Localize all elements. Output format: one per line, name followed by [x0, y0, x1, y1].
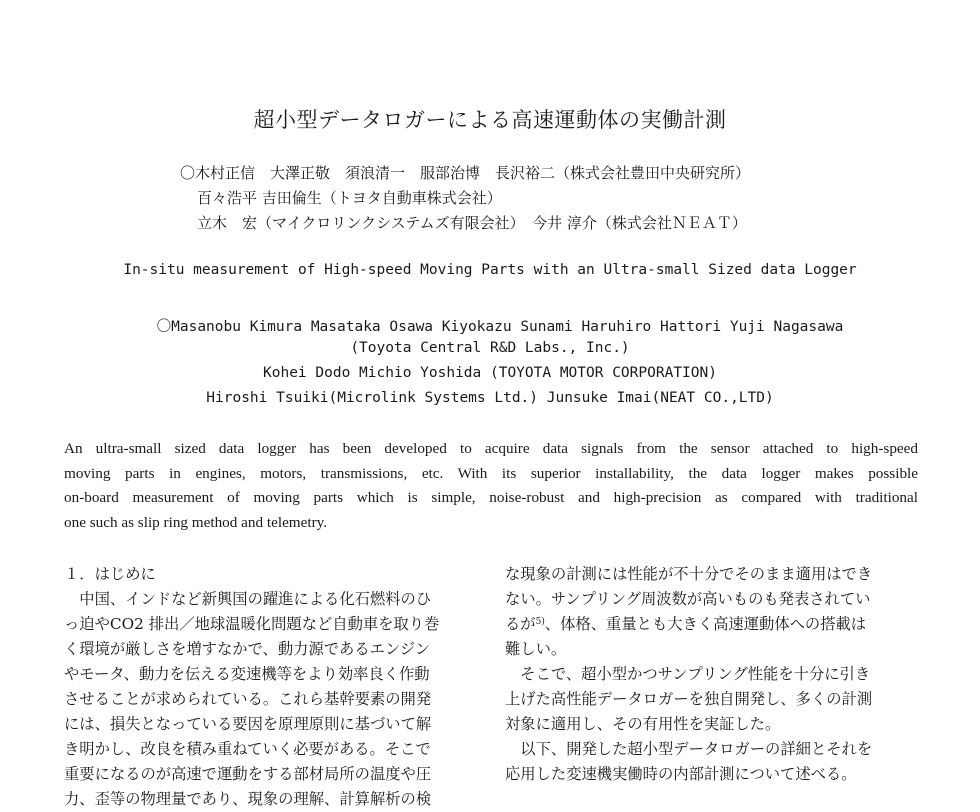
author-line-en-2: (Toyota Central R&D Labs., Inc.) [350, 340, 630, 356]
body-line: させることが求められている。これら基幹要素の開発 [64, 690, 432, 708]
body-line: 対象に適用し、その有用性を実証した。 [505, 715, 781, 733]
body-line: 応用した変速機実働時の内部計測について述べる。 [505, 765, 857, 783]
abstract-line: one such as slip ring method and telemetry. [64, 513, 328, 531]
body-line: には、損失となっている要因を原理原則に基づいて解 [64, 715, 432, 733]
body-line: き明かし、改良を積み重ねていく必要がある。そこで [64, 740, 431, 758]
author-line-en-3: Kohei Dodo Michio Yoshida (TOYOTA MOTOR CORPORATION) [263, 365, 717, 381]
body-column-left [64, 562, 468, 812]
paper-title-en: In-situ measurement of High-speed Moving Parts with an Ultra-small Sized data Logger [123, 262, 857, 278]
body-line: 中国、インドなど新興国の躍進による化石燃料のひ [64, 590, 432, 608]
abstract-line: An ultra-small sized data logger has been developed to acquire data signals from the sensor attached to high-speed [64, 440, 918, 457]
body-line: な現象の計測には性能が不十分でそのまま適用はでき [505, 565, 873, 583]
body-line: 力、歪等の物理量であり、現象の理解、計算解析の検 [64, 790, 432, 808]
body-line: 重要になるのが高速で運動をする部材局所の温度や圧 [64, 765, 432, 783]
body-text: 、体格、重量とも大きく高速運動体への搭載は [544, 615, 867, 633]
body-line: 以下、開発した超小型データロガーの詳細とそれを [505, 740, 873, 758]
author-line-en-4: Hiroshi Tsuiki(Microlink Systems Ltd.) Junsuke Imai(NEAT CO.,LTD) [206, 390, 774, 406]
body-text: るが [505, 615, 536, 633]
section-heading: １．はじめに [64, 565, 156, 583]
author-line-jp-3: 立木 宏（マイクロリンクシステムズ有限会社） 今井 淳介（株式会社ＮＥＡＴ） [197, 214, 747, 232]
abstract-line: moving parts in engines, motors, transmissions, etc. With its superior installability, the data logger makes possible [64, 464, 918, 482]
body-line [505, 612, 909, 637]
body-line: く環境が厳しさを増すなかで、動力源であるエンジン [64, 640, 431, 658]
body-line: 難しい。 [505, 640, 567, 658]
body-line: そこで、超小型かつサンプリング性能を十分に引き [505, 665, 871, 683]
author-line-jp-2: 百々浩平 吉田倫生（トヨタ自動車株式会社） [197, 189, 502, 207]
author-line-jp-1: 〇木村正信 大澤正敬 須浪清一 服部治博 長沢裕二（株式会社豊田中央研究所） [180, 164, 751, 182]
abstract-line: on-board measurement of moving parts which is simple, noise-robust and high-precision as compared with traditional [64, 489, 918, 507]
body-column-right [505, 562, 909, 787]
body-line: ない。サンプリング周波数が高いものも発表されてい [505, 590, 871, 608]
paper-title-jp: 超小型データロガーによる高速運動体の実働計測 [253, 108, 727, 132]
body-line: っ迫やCO2 排出／地球温暖化問題など自動車を取り巻 [64, 615, 440, 633]
body-line: やモータ、動力を伝える変速機等をより効率良く作動 [64, 665, 430, 683]
author-line-en-1: 〇Masanobu Kimura Masataka Osawa Kiyokazu Sunami Haruhiro Hattori Yuji Nagasawa [156, 319, 844, 335]
reference-marker: 5) [535, 617, 545, 627]
body-line: 上げた高性能データロガーを独自開発し、多くの計測 [505, 690, 873, 708]
abstract [64, 437, 918, 535]
